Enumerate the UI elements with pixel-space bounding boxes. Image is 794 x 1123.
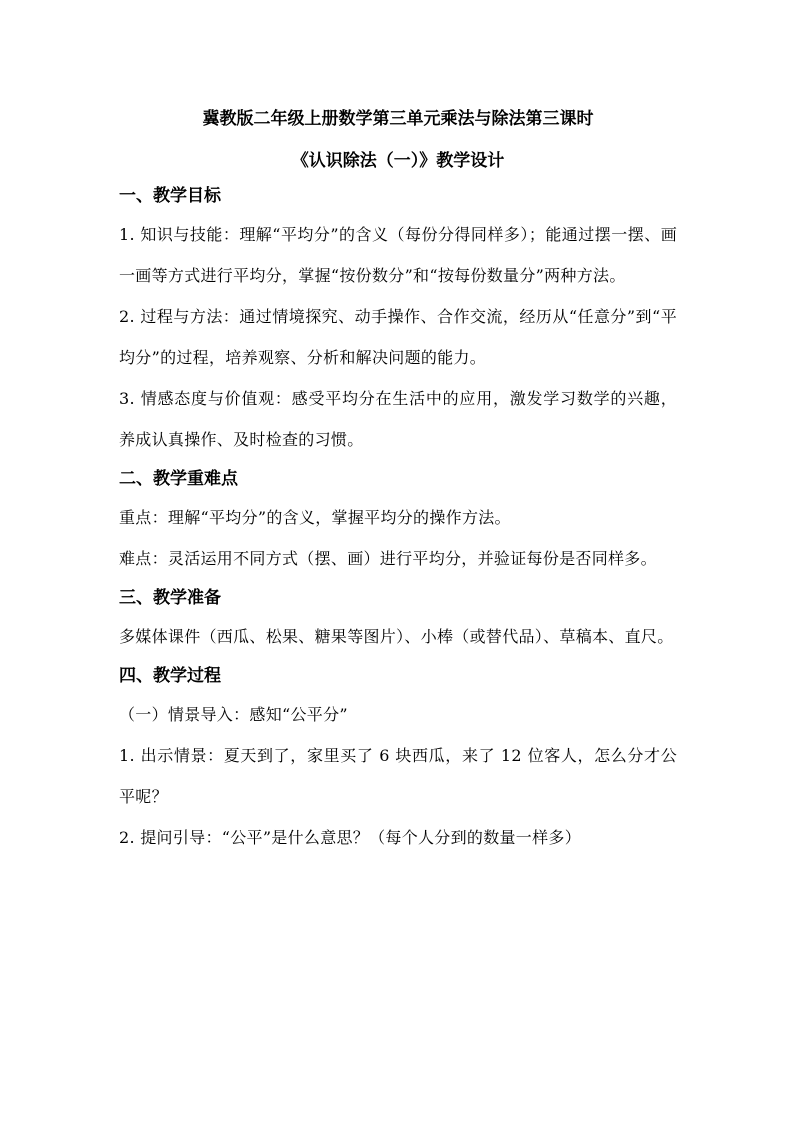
section-heading: 一、教学目标	[119, 186, 221, 206]
document-title: 冀教版二年级上册数学第三单元乘法与除法第三课时	[202, 109, 594, 129]
paragraph: 多媒体课件（西瓜、松果、糖果等图片）、小棒（或替代品）、草稿本、直尺。	[119, 627, 674, 646]
section-heading: 二、教学重难点	[119, 469, 238, 489]
section-heading: 三、教学准备	[119, 588, 221, 608]
section-objectives	[119, 183, 677, 460]
paragraph: 1. 知识与技能：理解“平均分”的含义（每份分得同样多）；能通过摆一摆、画一画等方式进行平均分，掌握“按份数分”和“按每份数量分”两种方法。	[119, 225, 677, 285]
paragraph: 难点：灵活运用不同方式（摆、画）进行平均分，并验证每份是否同样多。	[119, 549, 657, 568]
section-preparation	[119, 585, 677, 657]
paragraph: 2. 提问引导：“公平”是什么意思？（每个人分到的数量一样多）	[119, 828, 582, 847]
paragraph: 3. 情感态度与价值观：感受平均分在生活中的应用，激发学习数学的兴趣，养成认真操作、及时检查的习惯。	[119, 389, 677, 449]
paragraph: 重点：理解“平均分”的含义，掌握平均分的操作方法。	[119, 508, 511, 527]
paragraph: （一）情景导入：感知“公平分”	[119, 705, 348, 724]
section-heading: 四、教学过程	[119, 666, 221, 686]
section-key-points	[119, 466, 677, 579]
paragraph: 2. 过程与方法：通过情境探究、动手操作、合作交流，经历从“任意分”到“平均分”的过程，培养观察、分析和解决问题的能力。	[119, 307, 677, 367]
document-subtitle: 《认识除法（一）》教学设计	[291, 151, 505, 171]
section-process	[119, 663, 677, 858]
paragraph: 1. 出示情景：夏天到了，家里买了 6 块西瓜，来了 12 位客人，怎么分才公平呢？	[119, 746, 677, 806]
document-body	[119, 105, 677, 858]
